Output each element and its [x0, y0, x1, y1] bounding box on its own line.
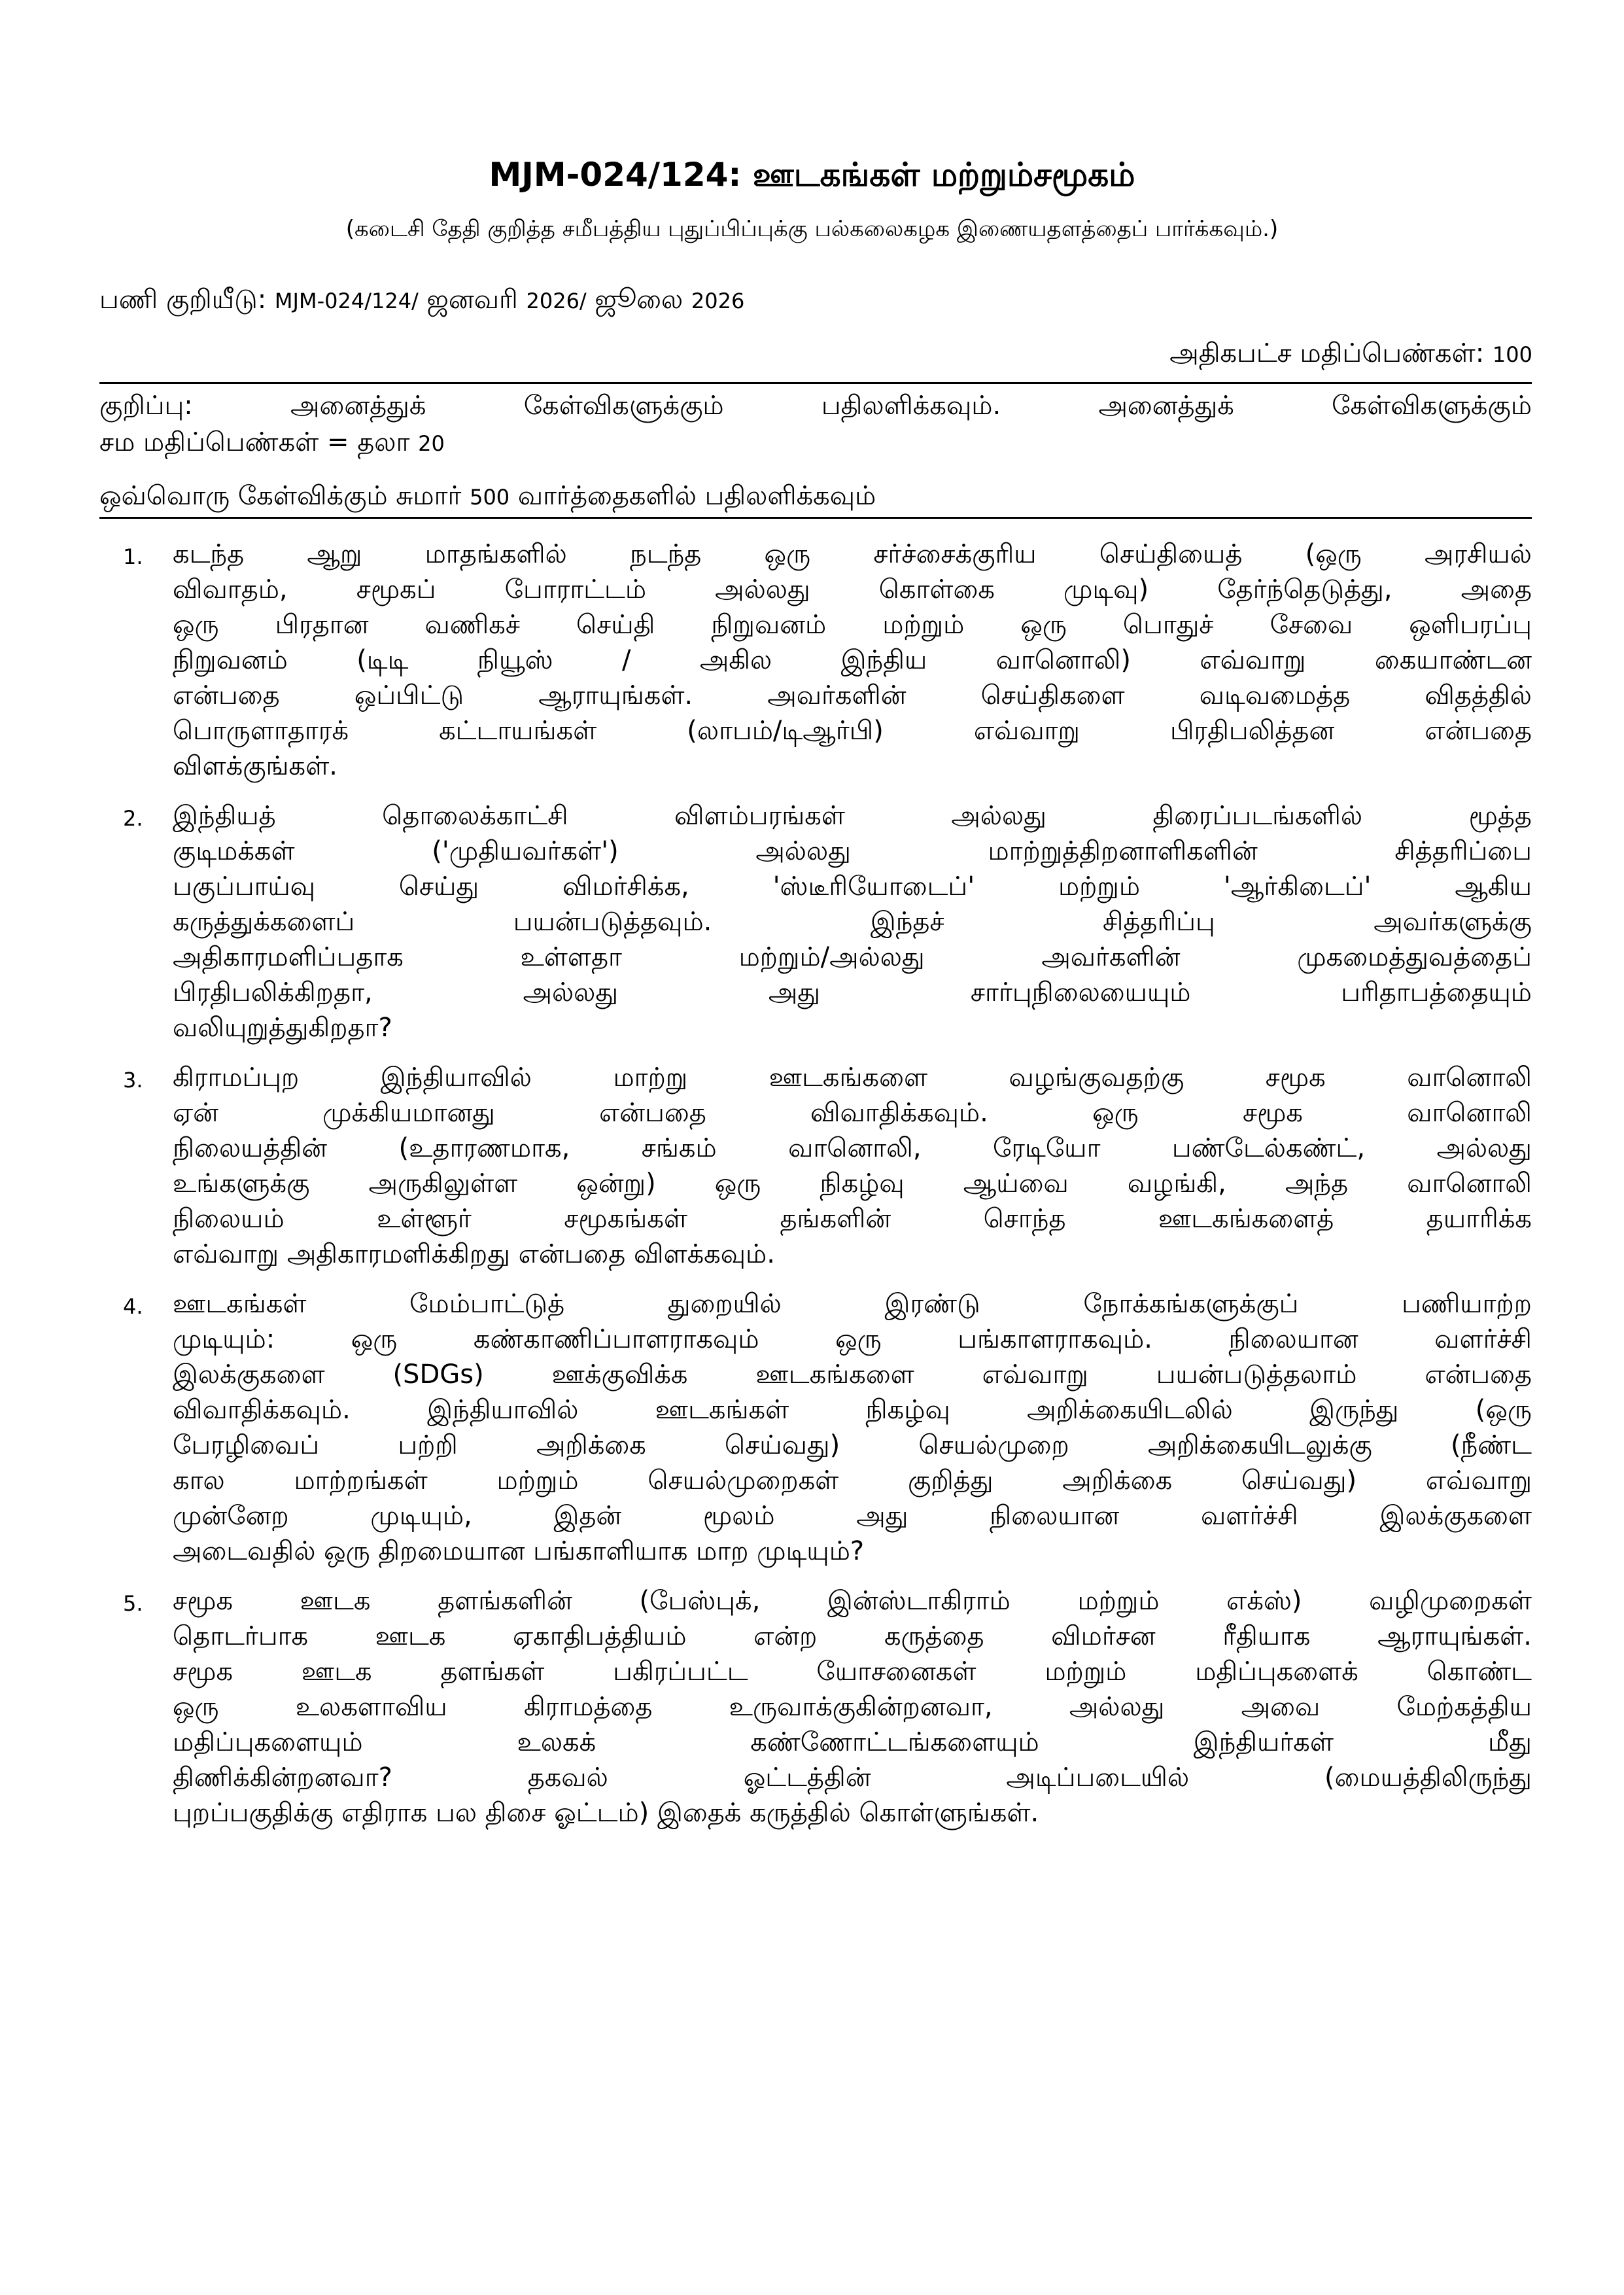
- note-line-2: [99, 424, 1532, 462]
- note-marks-each: 20: [418, 431, 445, 456]
- assignment-code-label: பணி குறியீடு:: [99, 285, 267, 315]
- question-text-line: சமூக ஊடக தளங்களின் (பேஸ்புக், இன்ஸ்டாகிராம் மற்றும் எக்ஸ்) வழிமுறைகள்: [173, 1586, 1532, 1616]
- word-limit-pre: ஒவ்வொரு கேள்விக்கும் சுமார்: [99, 481, 462, 511]
- note-line-1: குறிப்பு: அனைத்துக் கேள்விகளுக்கும் பதிலளிக்கவும். அனைத்துக் கேள்விகளுக்கும்: [99, 391, 1532, 421]
- session-july: ஜூலை: [595, 285, 683, 315]
- question-text-line: கருத்துக்களைப் பயன்படுத்தவும். இந்தச் சித்தரிப்பு அவர்களுக்கு: [173, 907, 1532, 937]
- question-item: [99, 1060, 1532, 1272]
- max-marks-value: 100: [1492, 342, 1532, 367]
- question-text-line: நிறுவனம் (டிடி நியூஸ் / அகில இந்திய வானொலி) எவ்வாறு கையாண்டன: [173, 645, 1532, 675]
- question-number: 1.: [123, 544, 143, 569]
- question-text-line: என்பதை ஒப்பிட்டு ஆராயுங்கள். அவர்களின் செய்திகளை வடிவமைத்த விதத்தில்: [173, 680, 1532, 710]
- question-text-line: குடிமக்கள் ('முதியவர்கள்') அல்லது மாற்றுத்திறனாளிகளின் சித்தரிப்பை: [173, 836, 1532, 866]
- page-title: [0, 152, 1624, 198]
- question-text-line: பிரதிபலிக்கிறதா, அல்லது அது சார்புநிலையையும் பரிதாபத்தையும்: [173, 977, 1532, 1007]
- question-item: [99, 1286, 1532, 1569]
- question-text-line: முடியும்: ஒரு கண்காணிப்பாளராகவும் ஒரு பங்காளராகவும். நிலையான வளர்ச்சி: [173, 1324, 1532, 1354]
- question-text-line: விளக்குங்கள்.: [173, 751, 337, 781]
- question-text-line: இந்தியத் தொலைக்காட்சி விளம்பரங்கள் அல்லது திரைப்படங்களில் மூத்த: [173, 801, 1532, 831]
- bottom-divider: [99, 517, 1532, 519]
- question-text-line: கிராமப்புற இந்தியாவில் மாற்று ஊடகங்களை வழங்குவதற்கு சமூக வானொலி: [173, 1062, 1532, 1093]
- course-title: ஊடகங்கள் மற்றும்சமூகம்: [752, 156, 1135, 194]
- question-text-line: ஏன் முக்கியமானது என்பதை விவாதிக்கவும். ஒரு சமூக வானொலி: [173, 1098, 1532, 1128]
- assignment-code: MJM-024/124/: [274, 289, 419, 313]
- note-equal-marks: சம மதிப்பெண்கள் = தலா: [99, 427, 410, 457]
- question-text-line: நிலையத்தின் (உதாரணமாக, சங்கம் வானொலி, ரேடியோ பண்டேல்கண்ட், அல்லது: [173, 1133, 1532, 1163]
- word-limit-note: [99, 478, 876, 516]
- question-text-line: உங்களுக்கு அருகிலுள்ள ஒன்று) ஒரு நிகழ்வு ஆய்வை வழங்கி, அந்த வானொலி: [173, 1168, 1532, 1199]
- question-text-line: தொடர்பாக ஊடக ஏகாதிபத்தியம் என்ற கருத்தை விமர்சன ரீதியாக ஆராயுங்கள்.: [173, 1621, 1532, 1651]
- word-limit-value: 500: [470, 485, 510, 510]
- question-text-line: ஊடகங்கள் மேம்பாட்டுத் துறையில் இரண்டு நோக்கங்களுக்குப் பணியாற்ற: [173, 1289, 1532, 1319]
- question-text-line: நிலையம் உள்ளூர் சமூகங்கள் தங்களின் சொந்த ஊடகங்களைத் தயாரிக்க: [173, 1204, 1532, 1234]
- max-marks-label: அதிகபட்ச மதிப்பெண்கள்:: [1169, 338, 1485, 368]
- question-number: 5.: [123, 1591, 143, 1616]
- question-text-line: கடந்த ஆறு மாதங்களில் நடந்த ஒரு சர்ச்சைக்குரிய செய்தியைத் (ஒரு அரசியல்: [173, 539, 1532, 569]
- question-text-line: வலியுறுத்துகிறதா?: [173, 1013, 392, 1043]
- instructions-note: [99, 387, 1532, 462]
- session-january-year: 2026/: [526, 289, 587, 313]
- question-text-line: திணிக்கின்றனவா? தகவல் ஓட்டத்தின் அடிப்படையில் (மையத்திலிருந்து: [173, 1762, 1532, 1793]
- question-text-line: இலக்குகளை (SDGs) ஊக்குவிக்க ஊடகங்களை எவ்வாறு பயன்படுத்தலாம் என்பதை: [173, 1359, 1532, 1390]
- session-january: ஜனவரி: [426, 285, 518, 315]
- word-limit-post: வார்த்தைகளில் பதிலளிக்கவும்: [517, 481, 876, 511]
- question-text-line: விவாதம், சமூகப் போராட்டம் அல்லது கொள்கை முடிவு) தேர்ந்தெடுத்து, அதை: [173, 574, 1532, 604]
- question-text-line: பகுப்பாய்வு செய்து விமர்சிக்க, 'ஸ்டீரியோடைப்' மற்றும் 'ஆர்கிடைப்' ஆகிய: [173, 871, 1532, 902]
- course-code: MJM-024/124:: [489, 156, 742, 194]
- deadline-notice: (கடைசி தேதி குறித்த சமீபத்திய புதுப்பிப்புக்கு பல்கலைகழக இணையதளத்தைப் பார்க்கவும்.): [345, 216, 1279, 242]
- question-item: [99, 798, 1532, 1045]
- question-text-line: ஒரு பிரதான வணிகச் செய்தி நிறுவனம் மற்றும் ஒரு பொதுச் சேவை ஒளிபரப்பு: [173, 610, 1532, 640]
- question-text-line: ஒரு உலகளாவிய கிராமத்தை உருவாக்குகின்றனவா, அல்லது அவை மேற்கத்திய: [173, 1692, 1532, 1722]
- question-text-line: பொருளாதாரக் கட்டாயங்கள் (லாபம்/டிஆர்பி) எவ்வாறு பிரதிபலித்தன என்பதை: [173, 716, 1532, 746]
- question-text-line: புறப்பகுதிக்கு எதிராக பல திசை ஓட்டம்) இதைக் கருத்தில் கொள்ளுங்கள்.: [173, 1798, 1039, 1828]
- question-text-line: அதிகாரமளிப்பதாக உள்ளதா மற்றும்/அல்லது அவர்களின் முகமைத்துவத்தைப்: [173, 942, 1532, 972]
- question-number: 2.: [123, 806, 143, 831]
- assignment-code-line: [99, 280, 744, 321]
- question-number: 3.: [123, 1068, 143, 1093]
- top-divider: [99, 382, 1532, 384]
- max-marks-line: [1169, 334, 1532, 374]
- question-list: [99, 536, 1532, 1845]
- question-text-line: விவாதிக்கவும். இந்தியாவில் ஊடகங்கள் நிகழ்வு அறிக்கையிடலில் இருந்து (ஒரு: [173, 1395, 1532, 1425]
- question-text-line: சமூக ஊடக தளங்கள் பகிரப்பட்ட யோசனைகள் மற்றும் மதிப்புகளைக் கொண்ட: [173, 1656, 1532, 1687]
- question-item: [99, 536, 1532, 784]
- question-text-line: எவ்வாறு அதிகாரமளிக்கிறது என்பதை விளக்கவும்.: [173, 1239, 775, 1269]
- session-july-year: 2026: [691, 289, 745, 313]
- question-text-line: பேரழிவைப் பற்றி அறிக்கை செய்வது) செயல்முறை அறிக்கையிடலுக்கு (நீண்ட: [173, 1430, 1532, 1460]
- question-number: 4.: [123, 1294, 143, 1319]
- question-item: [99, 1583, 1532, 1831]
- question-text-line: அடைவதில் ஒரு திறமையான பங்காளியாக மாற முடியும்?: [173, 1536, 865, 1566]
- question-text-line: முன்னேற முடியும், இதன் மூலம் அது நிலையான வளர்ச்சி இலக்குகளை: [173, 1501, 1532, 1531]
- question-text-line: கால மாற்றங்கள் மற்றும் செயல்முறைகள் குறித்து அறிக்கை செய்வது) எவ்வாறு: [173, 1465, 1532, 1496]
- question-text-line: மதிப்புகளையும் உலகக் கண்ணோட்டங்களையும் இந்தியர்கள் மீது: [173, 1727, 1532, 1757]
